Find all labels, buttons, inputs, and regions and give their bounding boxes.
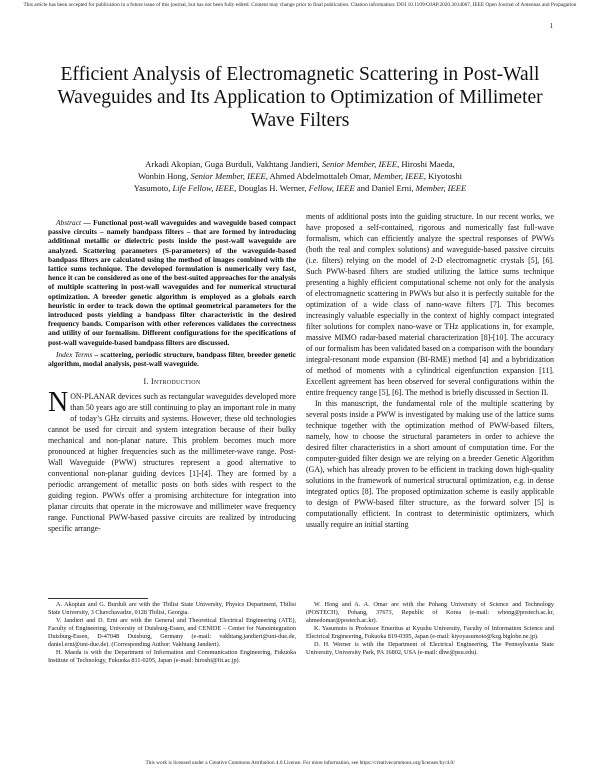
footnote: H. Maeda is with the Department of Information and Communication Engineering, Fukuoka Institute of Technology, Fukuoka 811-0295, Japan (e-mail: hiroshi@fit.ac.jp). xyxy=(48,649,296,664)
author-role: Senior Member, IEEE xyxy=(321,159,398,169)
footnote: D. H. Werner is with the Department of Electrical Engineering, The Pennsylvania State University, University Park, PA 16802, USA (e-mail: dhw@psu.edu). xyxy=(306,641,554,656)
journal-header-note: This article has been accepted for publication in a future issue of this journal, but has not been fully edited. Content may change prior to final publication. Citation information: DOI 10.1109/OJAP.2020.3014067, IEEE Open Journal of Antennas and Propagation xyxy=(23,2,577,8)
author-names: Yasumoto, xyxy=(133,183,171,193)
author-names: , Ahmed Abdelmottaleb Omar, xyxy=(265,171,372,181)
left-column xyxy=(48,218,296,534)
section-heading-introduction: I. Introduction xyxy=(143,377,201,387)
author-names: Wonbin Hong, xyxy=(137,171,189,181)
author-role: Senior Member, IEEE xyxy=(190,171,266,181)
footnote: K. Yasumoto is Professor Emeritus at Kyushu University, Faculty of Information Science and Electrical Engineering, Fukuoka 819-0395, Japan (e-mail: kiyoyasumoto@kzg.biglobe.ne.jp). xyxy=(306,625,554,640)
right-column xyxy=(306,211,554,530)
abstract-label: Abstract xyxy=(56,218,82,227)
license-footer-note: This work is licensed under a Creative Commons Attribution 4.0 License. For more information, see https://creativecommons.org/licenses/by/4.0/ xyxy=(145,760,455,766)
author-role: Member, IEEE xyxy=(415,183,467,193)
index-terms xyxy=(48,350,296,368)
author-names: Arkadi Akopian, Guga Burduli, Vakhtang Jandieri, xyxy=(145,159,320,169)
author-list xyxy=(60,158,540,194)
author-names: , Kiyotoshi xyxy=(423,171,463,181)
intro-paragraph-3: In this manuscript, the fundamental role of the multiple scattering by several posts inside a PWW is investigated by making use of the lattice sums technique together with the optimization method of PWW-based filters, namely, how to choose the structural parameters in order to achieve the desired filter characteristics in a short amount of computation time. For the computer-guided filter design we are relying on a breeder Genetic Algorithm (GA), which has already proven to be efficient in tracking down high-quality solutions in the framework of numerical structural optimization, e.g. in dense integrated optics [8]. The proposed optimization scheme is easily applicable to design of PWW-based filter structure, as the forward solver [5] is computationally efficient. In contrast to deterministic optimizers, which usually require an initial starting xyxy=(306,399,554,529)
drop-cap: N xyxy=(48,387,69,419)
page-number: 1 xyxy=(549,22,553,30)
footnote: V. Jandieri and D. Erni are with the General and Theoretical Electrical Engineering (ATE), Faculty of Engineering, University of Duisburg-Essen, and CENIDE – Center for Nanointegration Duisburg-Essen, D-47048 Duisburg, Germany (e-mail: vakhtang.jandieri@uni-due.de, daniel.erni@uni-due.de). (Corresponding Author: Vakhtang Jandieri). xyxy=(48,617,296,648)
index-terms-text: – scattering, periodic structure, bandpass filter, breeder genetic algorithm, modal analysis, post-wall waveguide. xyxy=(48,349,296,369)
author-line-3 xyxy=(60,182,540,194)
author-names: , Douglas H. Werner, xyxy=(234,183,307,193)
author-role: Member, IEEE xyxy=(373,171,424,181)
author-names: , Hiroshi Maeda, xyxy=(397,159,455,169)
intro-paragraph-1-text: ON-PLANAR devices such as rectangular waveguides developed more than 50 years ago are still continuing to play an important role in many of today’s GHz circuits and systems. However, these old technologies cannot be used for circuit and system integration because of their bulky mechanical and non-planar nature. This problem becomes much more pronounced at higher frequencies such as the millimeter-wave range. Post-Wall Waveguide (PWW) structures represent a good alternative to conventional non-planar guiding devices [1]-[4]. They are formed by a periodic arrangement of metallic posts on both sides with respect to the guiding region. PWWs offer a promising architecture for integration into planar circuits that operate in the microwave and millimeter wave frequency range. Functional PWW-based passive circuits are realized by introducing specific arrange- xyxy=(48,392,296,534)
intro-paragraph-1 xyxy=(48,387,296,534)
author-role: Life Fellow, IEEE xyxy=(172,183,235,193)
index-terms-label: Index Terms xyxy=(56,349,93,359)
author-role: Fellow, IEEE xyxy=(308,183,355,193)
paper-title: Efficient Analysis of Electromagnetic Scattering in Post-Wall Waveguides and Its Application to Optimization of Millimeter Wave Filters xyxy=(57,64,543,131)
footnote-divider xyxy=(48,598,148,599)
footnotes-left xyxy=(48,601,296,665)
author-names: and Daniel Erni, xyxy=(354,183,414,193)
abstract-text: — Functional post-wall waveguides and waveguide based compact passive circuits – namely bandpass filters – that are formed by introducing additional metallic or dielectric posts inside the post-wall waveguide are analyzed. Scattering parameters (S-parameters) of the waveguide-based bandpass filters are calculated using the method of images combined with the lattice sums technique. The developed formulation is numerically very fast, hence it can be considered as one of the best-suited approaches for the analysis of multiple scattering in post-wall waveguides and for numerical structural optimization. A breeder genetic algorithm is employed as a globals earch heuristic in order to track down the optimal geometrical parameters for the introduced posts yielding a bandpass filter characteristic in the desired frequency bands. Comparison with other references validates the correctness and utility of our formalism. Different configurations for the specifications of post-wall waveguide-based bandpass filters are discussed. xyxy=(48,218,296,347)
footnote: A. Akopian and G. Burduli are with the Tbilisi State University, Physics Department, Tbilisi State University, 3 Chavchavadze, 0128 Tbilisi, Georgia. xyxy=(48,601,296,616)
author-line-2 xyxy=(60,170,540,182)
intro-paragraph-2: ments of additional posts into the guiding structure. In our recent works, we have proposed a self-contained, rigorous and numerically fast full-wave formalism, which can efficiently analyze the spectral responses of PWWs (both the real and complex solutions) and waveguide-based passive circuits (i.e. filters) relying on the model of 2-D electromagnetic crystals [5], [6]. Such PWW-based filters are studied utilizing the lattice sums technique presenting a highly efficient computational scheme not only for the analysis of electromagnetic scattering in PWWs but also it is perfectly suitable for the optimization of a wide class of nano-wave filters [7]. This becomes increasingly valuable especially in the context of highly compact integrated filter solutions for complex nano-wave or THz applications in, for example, massive MIMO radar-based material characterization [8]-[10]. The accuracy of our formalism has been validated based on a comparison with the boundary integral-resonant mode expansion (BI-RME) method [4] and a hybridization of method of moments with a cylindrical eigenfunction expansion [11]. Excellent agreement has been observed for several configurations within the entire frequency range [5], [6]. The method is briefly discussed in Section II. xyxy=(306,212,554,397)
footnote: W. Hong and A. A. Omar are with the Pohang University of Science and Technology (POSTECH), Pohang, 37673, Republic of Korea (e-mail: whong@postech.ac.kr, ahmedomar@postech.ac.kr). xyxy=(306,601,554,624)
abstract xyxy=(48,218,296,347)
author-line-1 xyxy=(60,158,540,170)
footnotes-right xyxy=(306,601,554,657)
